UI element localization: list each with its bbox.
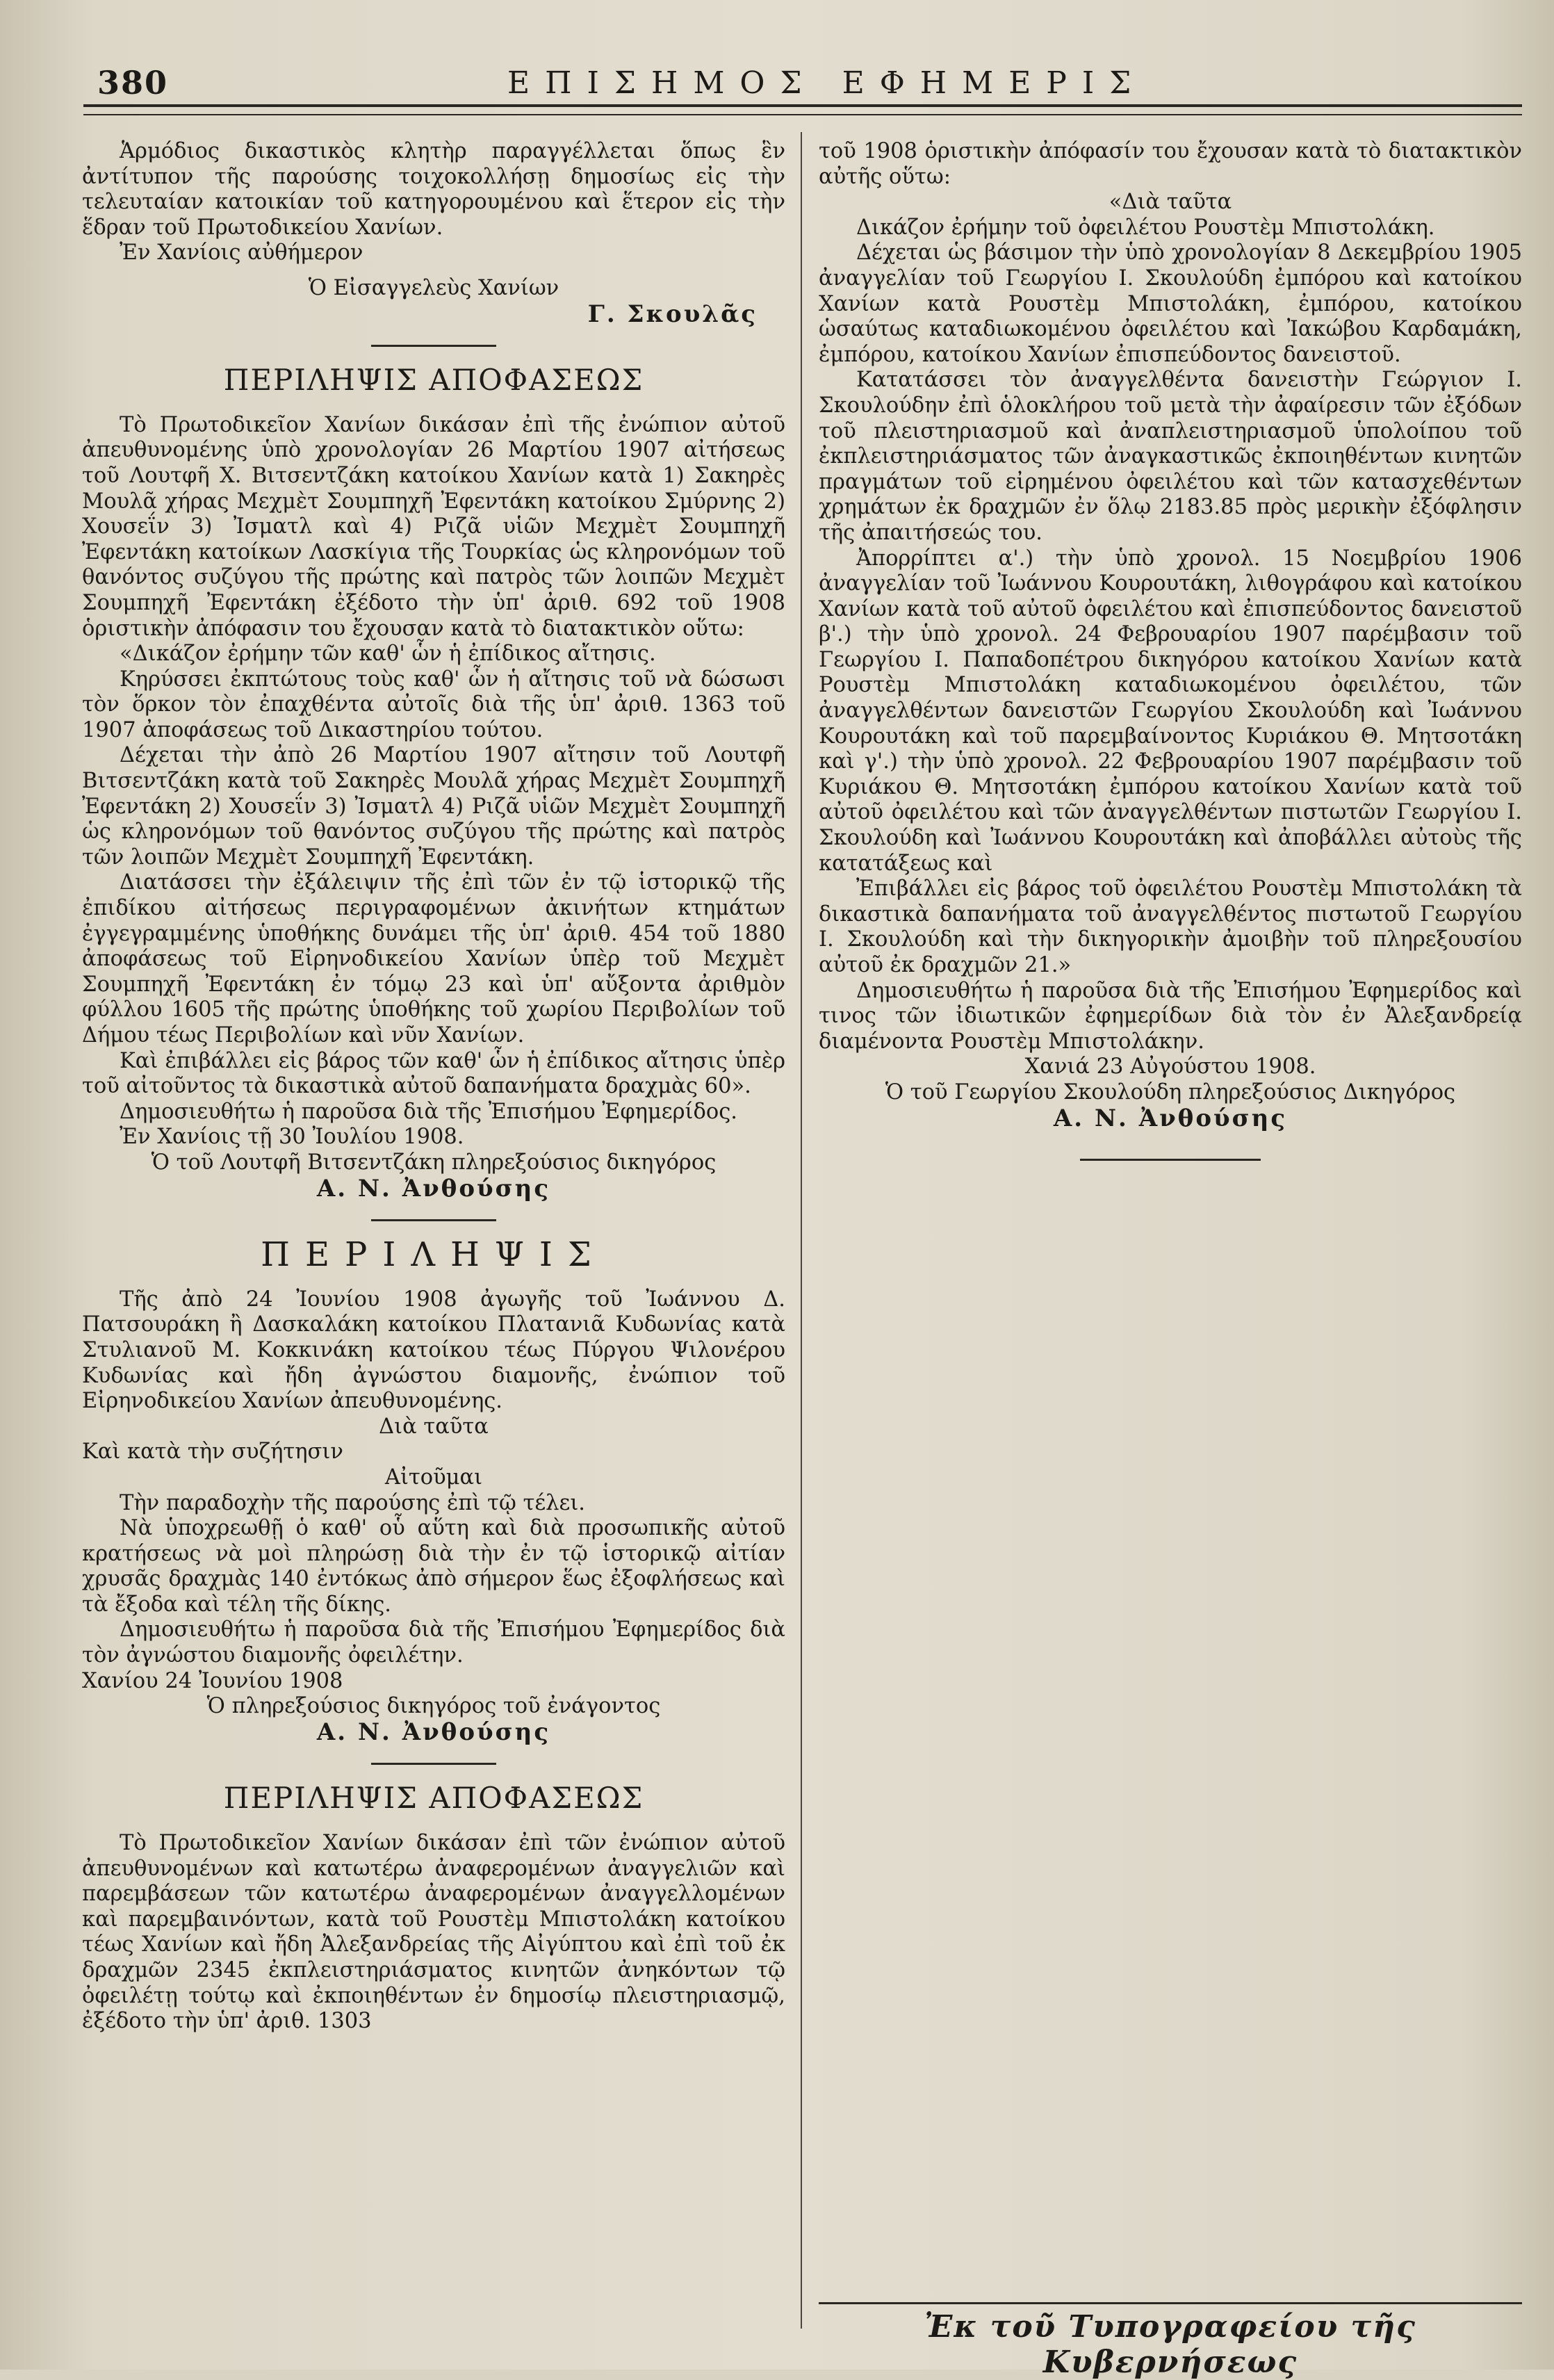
body-paragraph: τοῦ 1908 ὁριστικὴν ἀπόφασίν του ἔχουσαν κατὰ τὸ διατακτικὸν αὐτῆς οὕτω: bbox=[819, 139, 1522, 189]
body-paragraph: Τὸ Πρωτοδικεῖον Χανίων δικάσαν ἐπὶ τῆς ἐνώπιον αὐτοῦ ἀπευθυνομένης ὑπὸ χρονολογίαν 26 Μαρτίου 1907 αἰτήσεως τοῦ Λουτφῆ Χ. Βιτσεντζάκη κατοίκου Χανίων κατὰ 1) Σακηρὲς Μουλᾶ χήρας Μεχμὲτ Σουμπηχῆ Ἐφεντάκη κατοίκου Σμύρνης 2) Χουσεΐν 3) Ἰσματλ καὶ 4) Ριζᾶ υἱῶν Μεχμὲτ Σουμπηχῆ Ἐφεντάκη κατοίκων Λασκίγια τῆς Τουρκίας ὡς κληρονόμων τοῦ θανόντος συζύγου τῆς πρώτης καὶ πατρὸς τῶν λοιπῶν Μεχμὲτ Σουμπηχῆ Ἐφεντάκη ἐξέδοτο τὴν ὑπ' ἀριθ. 692 τοῦ 1908 ὁριστικὴν ἀπόφασιν του ἔχουσαν κατὰ τὸ διατακτικὸν οὕτω: bbox=[82, 412, 785, 641]
signature-title: Ὁ τοῦ Λουτφῆ Βιτσεντζάκη πληρεξούσιος δικηγόρος bbox=[151, 1150, 717, 1175]
section-divider bbox=[371, 345, 496, 347]
date-line: Χανιά 23 Αὐγούστου 1908. bbox=[1024, 1054, 1316, 1079]
body-paragraph: Δέχεται τὴν ἀπὸ 26 Μαρτίου 1907 αἴτησιν τοῦ Λουτφῆ Βιτσεντζάκη κατὰ τοῦ Σακηρὲς Μουλᾶ χήρας Μεχμὲτ Σουμπηχῆ Ἐφεντάκη 2) Χουσεΐν 3) Ἰσματλ 4) Ριζᾶ υἱῶν Μεχμὲτ Σουμπηχῆ ὡς κληρονόμων τοῦ θανόντος συζύγου τῆς πρώτης καὶ πατρὸς τῶν λοιπῶν Μεχμὲτ Σουμπηχῆ Ἐφεντάκη. bbox=[82, 743, 785, 870]
subheading: «Διὰ ταῦτα bbox=[1109, 190, 1232, 215]
body-paragraph: Δημοσιευθήτω ἡ παροῦσα διὰ τῆς Ἐπισήμου Ἐφημερίδος καὶ τινος τῶν ἰδιωτικῶν ἐφημερίδων διὰ τὸν ἐν Ἀλεξανδρείᾳ διαμένοντα Ρουστὲμ Μπιστολάκην. bbox=[819, 978, 1522, 1054]
body-paragraph: Ἐπιβάλλει εἰς βάρος τοῦ ὀφειλέτου Ρουστὲμ Μπιστολάκη τὰ δικαστικὰ δαπανήματα τοῦ ἀναγγελθέντος πιστωτοῦ Γεωργίου Ι. Σκουλούδη καὶ τὴν δικηγορικὴν ἀμοιβὴν τοῦ πληρεξουσίου αὐτοῦ ἐκ δραχμῶν 21.» bbox=[819, 877, 1522, 977]
signature-name: Γ. Σκουλᾶς bbox=[587, 300, 758, 328]
right-column bbox=[819, 139, 1522, 1161]
page-number: 380 bbox=[97, 64, 169, 101]
notice-paragraph: Ἁρμόδιος δικαστικὸς κλητὴρ παραγγέλλεται ὅπως ἓν ἀντίτυπον τῆς παρούσης τοιχοκολλήσῃ δημοσίως εἰς τὴν τελευταίαν κατοικίαν τοῦ κατηγορουμένου καὶ ἕτερον εἰς τὴν ἕδραν τοῦ Πρωτοδικείου Χανίων. bbox=[82, 139, 785, 240]
column-divider bbox=[801, 132, 802, 2329]
body-paragraph: Τῆς ἀπὸ 24 Ἰουνίου 1908 ἀγωγῆς τοῦ Ἰωάννου Δ. Πατσουράκη ἢ Δασκαλάκη κατοίκου Πλατανιᾶ Κυδωνίας κατὰ Στυλιανοῦ Μ. Κοκκινάκη κατοίκου τέως Πύργου Ψιλονέρου Κυδωνίας καὶ ἤδη ἀγνώστου διαμονῆς, ἐνώπιον τοῦ Εἰρηνοδικείου Χανίων ἀπευθυνομένης. bbox=[82, 1287, 785, 1414]
body-paragraph: Δικάζον ἐρήμην τοῦ ὀφειλέτου Ρουστὲμ Μπιστολάκη. bbox=[856, 215, 1435, 240]
body-paragraph: Τὸ Πρωτοδικεῖον Χανίων δικάσαν ἐπὶ τῶν ἐνώπιον αὐτοῦ ἀπευθυνομένων καὶ κατωτέρω ἀναφερομένων ἀναγγελιῶν καὶ παρεμβάσεων τῶν κατωτέρω ἀναφερομένων ἀναγγελλομένων καὶ παρεμβαινόντων, κατὰ τοῦ Ρουστὲμ Μπιστολάκη κατοίκου τέως Χανίων καὶ ἤδη Ἀλεξανδρείας τῆς Αἰγύπτου καὶ ἐπὶ τοῦ ἐκ δραχμῶν 2345 ἐκπλειστηριάσματος κινητῶν ἀνηκόντων τῷ ὀφειλέτῃ τούτῳ καὶ ἐκποιηθέντων ἐν δημοσίῳ πλειστηριασμῷ, ἐξέδοτο τὴν ὑπ' ἀριθ. 1303 bbox=[82, 1831, 785, 2034]
footer-rule bbox=[819, 2302, 1522, 2304]
signature-name: Α. Ν. Ἀνθούσης bbox=[1053, 1104, 1288, 1132]
section-divider bbox=[371, 1763, 496, 1765]
subheading: Αἰτοῦμαι bbox=[384, 1465, 483, 1490]
running-title: ΕΠΙΣΗΜΟΣ ΕΦΗΜΕΡΙΣ bbox=[507, 65, 1147, 101]
body-paragraph: Ἀπορρίπτει α'.) τὴν ὑπὸ χρονολ. 15 Νοεμβρίου 1906 ἀναγγελίαν τοῦ Ἰωάννου Κουρουτάκη, λιθογράφου καὶ κατοίκου Χανίων κατὰ τοῦ αὐτοῦ ὀφειλέτου καὶ ἐπισπεύδοντος δανειστοῦ β'.) τὴν ὑπὸ χρονολ. 24 Φεβρουαρίου 1907 παρέμβασιν τοῦ Γεωργίου Ι. Παπαδοπέτρου δικηγόρου κατοίκου Χανίων κατὰ Ρουστὲμ Μπιστολάκη καταδιωκομένου ὀφειλέτου, τῶν ἀναγγελθέντων δανειστῶν Γεωργίου Σκουλούδη καὶ Ἰωάννου Κουρουτάκη καὶ τοῦ παρεμβαίνοντος Κυριάκου Θ. Μητσοτάκη καὶ γ'.) τὴν ὑπὸ χρονολ. 22 Φεβρουαρίου 1907 παρέμβασιν τοῦ Κυριάκου Θ. Μητσοτάκη ἐμπόρου κατοίκου Χανίων κατὰ τοῦ αὐτοῦ ὀφειλέτου καὶ τῶν ἀναγγελθέντων πιστωτῶν Γεωργίου Ι. Σκουλούδη καὶ Ἰωάννου Κουρουτάκη καὶ ἀποβάλλει αὐτοὺς τῆς κατατάξεως καὶ bbox=[819, 546, 1522, 876]
date-line: Χανίου 24 Ἰουνίου 1908 bbox=[82, 1668, 343, 1693]
signature-name: Α. Ν. Ἀνθούσης bbox=[316, 1718, 551, 1746]
body-paragraph: Κηρύσσει ἐκπτώτους τοὺς καθ' ὧν ἡ αἴτησις τοῦ νὰ δώσωσι τὸν ὅρκον τὸν ἐπαχθέντα αὐτοῖς διὰ τῆς ὑπ' ἀριθ. 1363 τοῦ 1907 ἀποφάσεως τοῦ Δικαστηρίου τούτου. bbox=[82, 667, 785, 742]
date-line: Ἐν Χανίοις τῇ 30 Ἰουλίου 1908. bbox=[120, 1125, 464, 1150]
section-heading: ΠΕΡΙΛΗΨΙΣ ΑΠΟΦΑΣΕΩΣ bbox=[223, 1781, 644, 1816]
body-paragraph: Δέχεται ὡς βάσιμον τὴν ὑπὸ χρονολογίαν 8 Δεκεμβρίου 1905 ἀναγγελίαν τοῦ Γεωργίου Ι. Σκουλούδη ἐμπόρου καὶ κατοίκου Χανίων κατὰ Ρουστὲμ Μπιστολάκη, ἐμπόρου, κατοίκου ὡσαύτως καταδιωκομένου ὀφειλέτου καὶ Ἰακώβου Καρδαμάκη, ἐμπόρου, κατοίκου Χανίων ἐπισπεύδοντος δανειστοῦ. bbox=[819, 241, 1522, 367]
body-paragraph: Τὴν παραδοχὴν τῆς παρούσης ἐπὶ τῷ τέλει. bbox=[120, 1490, 585, 1515]
body-paragraph: Καὶ κατὰ τὴν συζήτησιν bbox=[82, 1440, 343, 1465]
body-paragraph: Καὶ ἐπιβάλλει εἰς βάρος τῶν καθ' ὧν ἡ ἐπίδικος αἴτησις ὑπὲρ τοῦ αἰτοῦντος τὰ δικαστικὰ αὐτοῦ δαπανήματα δραχμὰς 60». bbox=[82, 1048, 785, 1099]
signature-title: Ὁ τοῦ Γεωργίου Σκουλούδη πληρεξούσιος Δικηγόρος bbox=[885, 1079, 1456, 1105]
signature-title: Ὁ πληρεξούσιος δικηγόρος τοῦ ἐνάγοντος bbox=[206, 1694, 661, 1719]
signature-title: Ὁ Εἰσαγγελεὺς Χανίων bbox=[308, 275, 559, 300]
left-column bbox=[82, 139, 785, 2035]
printer-imprint: Ἐκ τοῦ Τυπογραφείου τῆς Κυβερνήσεως bbox=[924, 2309, 1416, 2380]
header-rule bbox=[83, 104, 1522, 115]
signature-name: Α. Ν. Ἀνθούσης bbox=[316, 1174, 551, 1203]
page-header bbox=[90, 64, 1522, 106]
notice-date: Ἐν Χανίοις αὐθήμερον bbox=[120, 241, 363, 266]
bleed-through-area bbox=[820, 1182, 1522, 2266]
body-paragraph: Νὰ ὑποχρεωθῇ ὁ καθ' οὗ αὕτη καὶ διὰ προσωπικῆς αὐτοῦ κρατήσεως νὰ μοὶ πληρώσῃ διὰ τὴν ἐν τῷ ἱστορικῷ αἰτίαν χρυσᾶς δραχμὰς 140 ἐντόκως ἀπὸ σήμερον ἕως ἐξοφλήσεως καὶ τὰ ἔξοδα καὶ τέλη τῆς δίκης. bbox=[82, 1516, 785, 1617]
section-divider bbox=[1080, 1159, 1261, 1161]
subheading: Διὰ ταῦτα bbox=[379, 1414, 489, 1439]
section-heading: ΠΕΡΙΛΗΨΙΣ ΑΠΟΦΑΣΕΩΣ bbox=[223, 363, 644, 398]
section-heading: ΠΕΡΙΛΗΨΙΣ bbox=[261, 1235, 607, 1275]
body-paragraph: Κατατάσσει τὸν ἀναγγελθέντα δανειστὴν Γεώργιον Ι. Σκουλούδην ἐπὶ ὁλοκλήρου τοῦ μετὰ τὴν ἀφαίρεσιν τῶν ἐξόδων τοῦ πλειστηριασμοῦ καὶ ἀναπλειστηριασμοῦ ὑπολοίπου τοῦ ἐκπλειστηριάσματος τῶν ἀναγκαστικῶς ἐκποιηθέντων κινητῶν πραγμάτων τοῦ εἰρημένου ὀφειλέτου καὶ τῶν κατασχεθέντων χρημάτων ἐκ δραχμῶν ἐν ὅλῳ 2183.85 πρὸς μερικὴν ἐξόφλησιν τῆς ἀπαιτήσεώς του. bbox=[819, 368, 1522, 545]
body-paragraph: «Δικάζον ἐρήμην τῶν καθ' ὧν ἡ ἐπίδικος αἴτησις. bbox=[120, 642, 656, 667]
section-divider bbox=[371, 1219, 496, 1221]
body-paragraph: Δημοσιευθήτω ἡ παροῦσα διὰ τῆς Ἐπισήμου Ἐφημερίδος διὰ τὸν ἀγνώστου διαμονῆς ὀφειλέτην. bbox=[82, 1617, 785, 1668]
body-paragraph: Διατάσσει τὴν ἐξάλειψιν τῆς ἐπὶ τῶν ἐν τῷ ἱστορικῷ τῆς ἐπιδίκου αἰτήσεως περιγραφομένων ἀκινήτων κτημάτων ἐγγεγραμμένης ὑποθήκης δυνάμει τῆς ὑπ' ἀριθ. 454 τοῦ 1880 ἀποφάσεως τοῦ Εἰρηνοδικείου Χανίων ὑπὲρ τοῦ Μεχμὲτ Σουμπηχῆ Ἐφεντάκη ἐν τόμῳ 23 καὶ ὑπ' αὔξοντα ἀριθμὸν φύλλου 1605 τῆς πρώτης ὑποθήκης τοῦ χωρίου Περιβολίων τοῦ Δήμου τέως Περιβολίων καὶ νῦν Χανίων. bbox=[82, 870, 785, 1048]
body-paragraph: Δημοσιευθήτω ἡ παροῦσα διὰ τῆς Ἐπισήμου Ἐφημερίδος. bbox=[120, 1099, 737, 1124]
